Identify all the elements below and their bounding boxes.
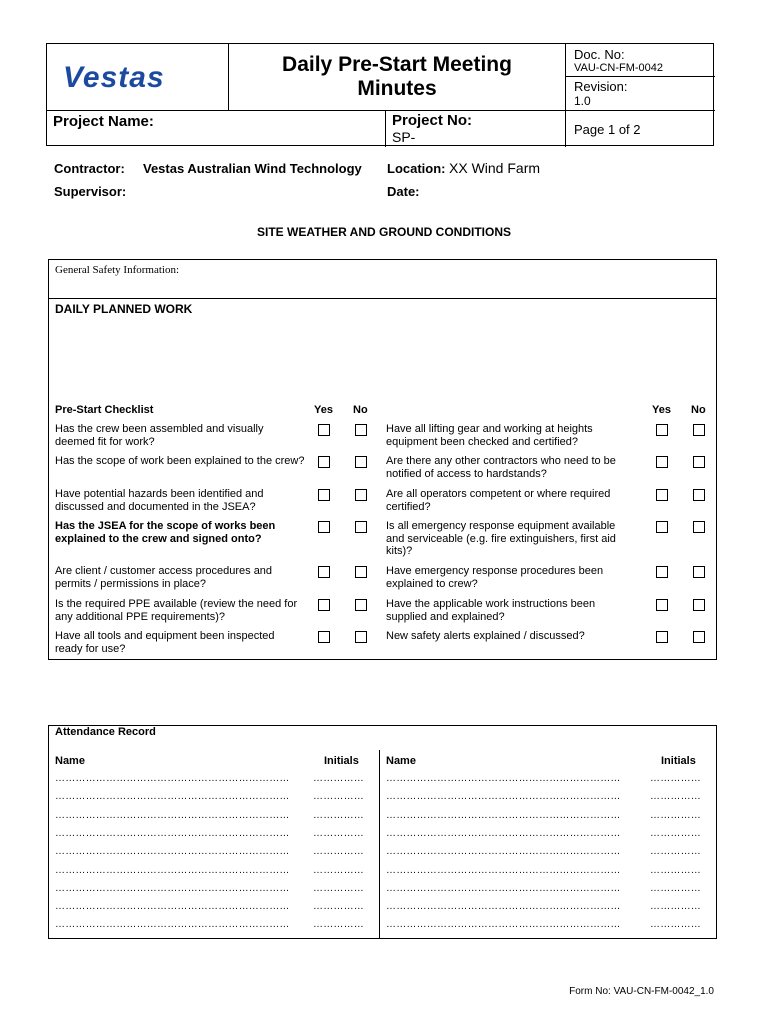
attendee-name-field[interactable]: …………………………………………………………… [55, 809, 290, 821]
date-label[interactable]: Date: [387, 184, 420, 199]
attendee-initials-field[interactable]: …………… [313, 827, 364, 839]
yes-checkbox[interactable] [318, 456, 330, 468]
no-checkbox[interactable] [693, 489, 705, 501]
yes-checkbox[interactable] [318, 566, 330, 578]
general-safety-label[interactable]: General Safety Information: [55, 264, 180, 276]
document-header [46, 43, 714, 146]
yes-checkbox[interactable] [656, 521, 668, 533]
attendee-name-field[interactable]: …………………………………………………………… [386, 882, 621, 894]
attendee-name-field[interactable]: …………………………………………………………… [386, 846, 621, 858]
attendee-name-field[interactable]: …………………………………………………………… [55, 901, 290, 913]
doc-no-label: Doc. No: [574, 47, 625, 62]
vestas-logo [47, 44, 228, 110]
attendee-initials-field[interactable]: …………… [650, 901, 701, 913]
attendee-initials-field[interactable]: …………… [313, 791, 364, 803]
safety-checklist-box [48, 259, 717, 660]
yes-checkbox[interactable] [318, 489, 330, 501]
attendee-name-field[interactable]: …………………………………………………………… [55, 791, 290, 803]
attendee-initials-field[interactable]: …………… [313, 864, 364, 876]
initials-header-right: Initials [661, 755, 696, 767]
project-no-field[interactable] [385, 110, 566, 147]
attendee-initials-field[interactable]: …………… [650, 809, 701, 821]
form-number: Form No: VAU-CN-FM-0042_1.0 [569, 986, 714, 997]
yes-checkbox[interactable] [318, 424, 330, 436]
no-checkbox[interactable] [693, 424, 705, 436]
attendance-record-box [48, 725, 717, 939]
checklist-question-left: Is the required PPE available (review the need for any additional PPE requirements)? [55, 598, 298, 623]
checklist-question-right: Are there any other contractors who need to be notified of access to hardstands? [386, 455, 616, 480]
no-checkbox[interactable] [693, 521, 705, 533]
no-header-left: No [353, 404, 368, 416]
yes-checkbox[interactable] [656, 631, 668, 643]
attendee-name-field[interactable]: …………………………………………………………… [386, 901, 621, 913]
no-checkbox[interactable] [693, 566, 705, 578]
checklist-question-right: Have the applicable work instructions been supplied and explained? [386, 598, 596, 623]
yes-checkbox[interactable] [318, 599, 330, 611]
project-name-field[interactable] [47, 110, 385, 147]
doc-no-value: VAU-CN-FM-0042 [574, 62, 664, 74]
no-checkbox[interactable] [355, 521, 367, 533]
checklist-question-left: Has the crew been assembled and visually deemed fit for work? [55, 423, 264, 448]
location-label: Location: [387, 161, 446, 176]
no-checkbox[interactable] [355, 566, 367, 578]
attendee-name-field[interactable]: …………………………………………………………… [55, 864, 290, 876]
yes-checkbox[interactable] [656, 456, 668, 468]
yes-checkbox[interactable] [656, 599, 668, 611]
no-checkbox[interactable] [355, 631, 367, 643]
no-checkbox[interactable] [693, 631, 705, 643]
attendee-name-field[interactable]: …………………………………………………………… [386, 827, 621, 839]
attendee-initials-field[interactable]: …………… [650, 919, 701, 931]
no-checkbox[interactable] [355, 489, 367, 501]
attendee-initials-field[interactable]: …………… [650, 791, 701, 803]
contractor-label: Contractor: [54, 161, 125, 176]
attendee-initials-field[interactable]: …………… [650, 773, 701, 784]
no-checkbox[interactable] [355, 599, 367, 611]
attendee-initials-field[interactable]: …………… [313, 773, 364, 784]
attendee-name-field[interactable]: …………………………………………………………… [386, 791, 621, 803]
attendee-initials-field[interactable]: …………… [313, 882, 364, 894]
no-checkbox[interactable] [355, 424, 367, 436]
attendee-name-field[interactable]: …………………………………………………………… [55, 846, 290, 858]
no-header-right: No [691, 404, 706, 416]
supervisor-label[interactable]: Supervisor: [54, 184, 127, 199]
name-header-left: Name [55, 755, 85, 767]
checklist-question-left: Has the scope of work been explained to the crew? [55, 455, 305, 467]
attendee-name-field[interactable]: …………………………………………………………… [386, 773, 621, 784]
attendee-initials-field[interactable]: …………… [650, 846, 701, 858]
page-title: Daily Pre-Start Meeting Minutes [228, 44, 566, 110]
attendee-name-field[interactable]: …………………………………………………………… [386, 864, 621, 876]
checklist-title: Pre-Start Checklist [55, 404, 154, 416]
revision-value: 1.0 [574, 94, 591, 108]
daily-planned-work-label[interactable]: DAILY PLANNED WORK [55, 302, 193, 316]
yes-checkbox[interactable] [656, 489, 668, 501]
attendee-name-field[interactable]: …………………………………………………………… [55, 882, 290, 894]
contractor-value: Vestas Australian Wind Technology [143, 161, 362, 176]
no-checkbox[interactable] [693, 456, 705, 468]
project-no-label: Project No: [392, 112, 473, 129]
attendee-initials-field[interactable]: …………… [313, 919, 364, 931]
checklist-question-right: Are all operators competent or where required certified? [386, 488, 611, 513]
revision-label: Revision: [574, 79, 628, 94]
project-name-label: Project Name: [53, 113, 154, 130]
attendee-initials-field[interactable]: …………… [313, 901, 364, 913]
logo-text: Vestas [62, 62, 165, 92]
attendee-name-field[interactable]: …………………………………………………………… [55, 827, 290, 839]
checklist-question-right: Have emergency response procedures been explained to crew? [386, 565, 604, 590]
attendee-name-field[interactable]: …………………………………………………………… [386, 919, 621, 931]
project-no-value: SP- [392, 129, 416, 145]
name-header-right: Name [386, 755, 416, 767]
checklist-question-right: New safety alerts explained / discussed? [386, 630, 585, 642]
checklist-question-left: Are client / customer access procedures and permits / permissions in place? [55, 565, 273, 590]
yes-checkbox[interactable] [318, 631, 330, 643]
checklist-question-right: Is all emergency response equipment available and serviceable (e.g. fire extinguishers, first aid kits)? [386, 520, 616, 557]
doc-no-cell [566, 44, 715, 77]
attendee-initials-field[interactable]: …………… [313, 809, 364, 821]
attendee-name-field[interactable]: …………………………………………………………… [55, 773, 290, 784]
attendee-initials-field[interactable]: …………… [650, 827, 701, 839]
column-divider [379, 750, 380, 939]
attendee-name-field[interactable]: …………………………………………………………… [386, 809, 621, 821]
yes-header-right: Yes [652, 404, 671, 416]
location-value: XX Wind Farm [449, 160, 541, 176]
no-checkbox[interactable] [693, 599, 705, 611]
yes-checkbox[interactable] [656, 424, 668, 436]
attendee-initials-field[interactable]: …………… [650, 882, 701, 894]
attendee-initials-field[interactable]: …………… [313, 846, 364, 858]
no-checkbox[interactable] [355, 456, 367, 468]
checklist-question-left: Has the JSEA for the scope of works been explained to the crew and signed onto? [55, 520, 276, 545]
attendee-initials-field[interactable]: …………… [650, 864, 701, 876]
attendance-title: Attendance Record [55, 726, 156, 738]
checklist-question-left: Have potential hazards been identified and discussed and documented in the JSEA? [55, 488, 264, 513]
checklist-question-left: Have all tools and equipment been inspected ready for use? [55, 630, 275, 655]
divider [49, 298, 716, 299]
checklist-question-right: Have all lifting gear and working at heights equipment been checked and certified? [386, 423, 593, 448]
yes-checkbox[interactable] [656, 566, 668, 578]
page-number: Page 1 of 2 [566, 110, 715, 147]
section-title: SITE WEATHER AND GROUND CONDITIONS [257, 225, 511, 239]
attendee-name-field[interactable]: …………………………………………………………… [55, 919, 290, 931]
yes-header-left: Yes [314, 404, 333, 416]
revision-cell [566, 77, 715, 110]
yes-checkbox[interactable] [318, 521, 330, 533]
initials-header-left: Initials [324, 755, 359, 767]
